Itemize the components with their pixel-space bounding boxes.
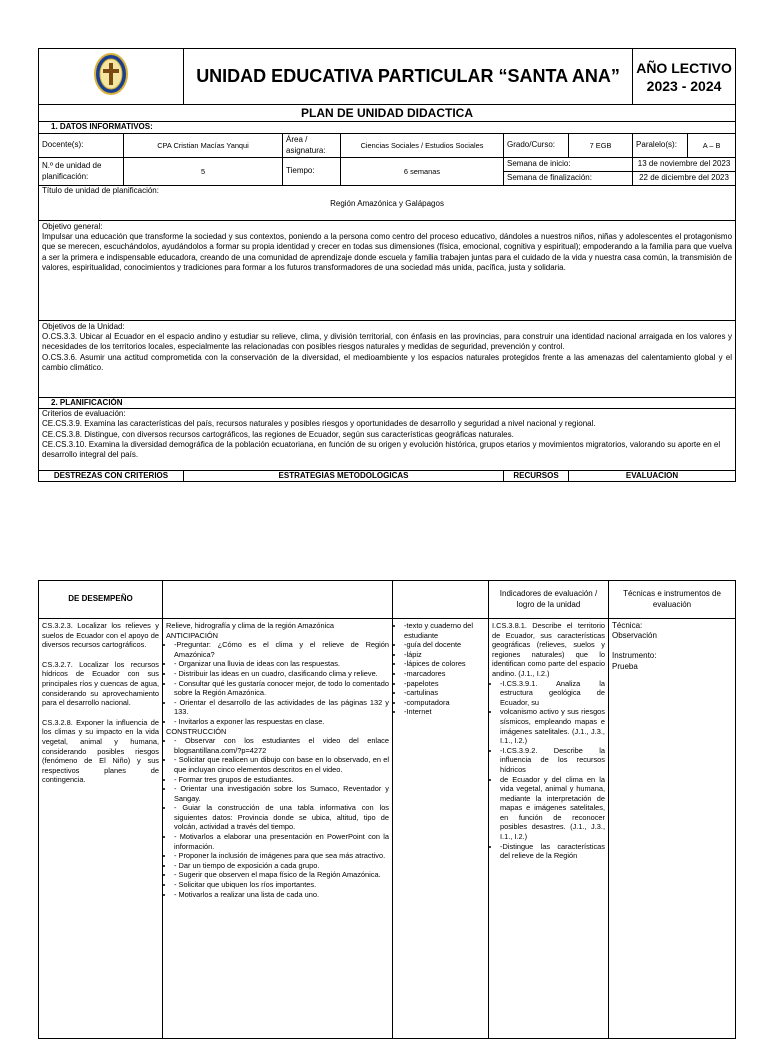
criterios-evaluacion (39, 409, 736, 471)
list-item: • -I.CS.3.9.1. Analiza la estructura geológica de Ecuador, su (500, 679, 605, 708)
titulo-value: Región Amazónica y Galápagos (330, 199, 444, 209)
tecnica-label: Técnica: (612, 621, 643, 630)
destreza-1: CS.3.2.3. Localizar los relieves y suelos de Ecuador con el apoyo de diversos recursos cartográficos. (42, 621, 159, 650)
list-item: • de Ecuador y del clima en la vida vegetal, animal y humana, mediante la interpretación de mapas e imágenes satelitales, en función de reconocer posibles desastres. (J.1., J.3., I.1., I.2.) (500, 775, 605, 842)
indicadores-list (492, 679, 605, 861)
list-item: • -texto y cuaderno del estudiante (404, 621, 485, 640)
school-year (633, 49, 736, 105)
list-item: • - Organizar una lluvia de ideas con las respuestas. (174, 659, 389, 669)
list-item: • - Orientar una investigación sobre los Sumaco, Reventador y Sangay. (174, 784, 389, 803)
construccion-label: CONSTRUCCIÓN (166, 726, 227, 736)
year-label: AÑO LECTIVO (636, 59, 732, 76)
list-item: • - Solicitar que realicen un dibujo con base en lo observado, en el que incluyan cinco elementos descritos en el video. (174, 755, 389, 774)
list-item: • - Proponer la inclusión de imágenes para que sea más atractivo. (174, 851, 389, 861)
col-destrezas: DESTREZAS CON CRITERIOS (39, 471, 184, 482)
list-item: • -computadora (404, 698, 485, 708)
col-recursos: RECURSOS (504, 471, 569, 482)
tiempo-label: Tiempo: (283, 158, 341, 186)
list-item: • - Sugerir que observen el mapa físico de la Región Amazónica. (174, 870, 389, 880)
list-item: • - Motivarlos a realizar una lista de cada uno. (174, 890, 389, 900)
criterio-1: CE.CS.3.9. Examina las características del país, recursos naturales y posibles riesgos y oportunidades de desarrollo y seguridad a nivel nacional y regional. (42, 419, 596, 429)
list-item: • - Motivarlos a elaborar una presentación en PowerPoint con la información. (174, 832, 389, 851)
list-item: • - Distribuir las ideas en un cuadro, clasificando clima y relieve. (174, 669, 389, 679)
list-item: • -lápices de colores (404, 659, 485, 669)
objgen-text: Impulsar una educación que transforme la sociedad y sus contextos, poniendo a la persona como centro del proceso educativo, dándoles a nuestros niños, niñas y adolescentes el protagonismo que se merecen, escuchándolos, ayudándolos a formar su propia identidad y crecer en todas sus dimensiones (física, emocional, cognitiva y espiritual); empoderando a la familia para que vuelva a ser la primera e indispensable educadora, creando de una comunidad de aprendizaje donde escuela y familia trabajen juntas para el cuidado de la vida y nuestra casa común, la transmisión de valores, espiritualidad, conocimientos y tradiciones para formar a los futuros transformadores de una sociedad más unida, pacífica, justa y solidaria. (42, 232, 733, 272)
list-item: • -marcadores (404, 669, 485, 679)
list-item: • - Observar con los estudiantes el video del enlace blogsantillana.com/?p=4272 (174, 736, 389, 755)
anticipacion-label: ANTICIPACIÓN (166, 630, 219, 640)
section-datos: 1. DATOS INFORMATIVOS: (39, 122, 736, 134)
tecnicas-cell (609, 619, 736, 1039)
list-item: • -Internet (404, 707, 485, 717)
school-crest-icon (93, 52, 129, 96)
col-desempeno: DE DESEMPEÑO (39, 581, 163, 619)
area-value: Ciencias Sociales / Estudios Sociales (341, 134, 504, 158)
grado-label: Grado/Curso: (504, 134, 569, 158)
list-item: • volcanismo activo y sus riesgos sísmicos, empleando mapas e imágenes satelitales. (J.1., J.3., I.1., I.2.) (500, 707, 605, 745)
objuni-1: O.CS.3.3. Ubicar al Ecuador en el espacio andino y estudiar su relieve, clima, y división territorial, con énfasis en las provincias, para construir una identidad nacional arraigada en los valores y necesidades de los territorios locales, especialmente las relacionadas con posibles riesgos naturales y medidas de seguridad, prevención y control. (42, 332, 733, 352)
planning-table (38, 580, 736, 1039)
col-estrategias-cont (163, 581, 393, 619)
list-item: • -papelotes (404, 679, 485, 689)
instrumento-label: Instrumento: (612, 651, 657, 661)
logo-cell (39, 49, 184, 105)
objuni-label: Objetivos de la Unidad: (42, 322, 125, 331)
list-item: • -lápiz (404, 650, 485, 660)
school-name: UNIDAD EDUCATIVA PARTICULAR “SANTA ANA” (184, 49, 633, 105)
indicador-intro: I.CS.3.8.1. Describe el territorio de Ecuador, sus características geográficas (relieves, suelos y regiones naturales) que lo identifican como parte del espacio andino. (J.1., I.2.) (492, 621, 605, 678)
destreza-2: CS.3.2.7. Localizar los recursos hídricos de Ecuador con sus principales ríos y cuencas de agua, considerando su aprovechamiento para el desarrollo nacional. (42, 659, 159, 708)
construccion-list (166, 736, 389, 899)
estrategias-title: Relieve, hidrografía y clima de la región Amazónica (166, 621, 335, 630)
objgen-label: Objetivo general: (42, 222, 103, 231)
list-item: • - Consultar qué les gustaría conocer mejor, de todo lo comentado sobre la Región Amazónica. (174, 679, 389, 698)
objuni-2: O.CS.3.6. Asumir una actitud comprometida con la conservación de la diversidad, el medioambiente y los espacios naturales protegidos frente a las amenazas del calentamiento global y el cambio climático. (42, 352, 733, 372)
col-tecnicas: Técnicas e instrumentos de evaluación (609, 581, 736, 619)
col-evaluacion: EVALUACION (569, 471, 736, 482)
list-item: • - Orientar el desarrollo de las actividades de las páginas 132 y 133. (174, 698, 389, 717)
nunidad-value: 5 (124, 158, 283, 186)
docente-value: CPA Cristian Macías Yanqui (124, 134, 283, 158)
tiempo-value: 6 semanas (341, 158, 504, 186)
col-estrategias: ESTRATEGIAS METODOLOGICAS (184, 471, 504, 482)
grado-value: 7 EGB (569, 134, 633, 158)
list-item: • -I.CS.3.9.2. Describe la influencia de los recursos hídricos (500, 746, 605, 775)
titulo-label: Título de unidad de planificación: (42, 186, 159, 195)
list-item: • -Distingue las características del relieve de la Región (500, 842, 605, 861)
nunidad-label: N.º de unidad de planificación: (39, 158, 124, 186)
destrezas-cell (39, 619, 163, 1039)
area-label: Área / asignatura: (283, 134, 341, 158)
objetivo-general (39, 221, 736, 321)
paralelo-value: A – B (688, 134, 736, 158)
destreza-3: CS.3.2.8. Exponer la influencia de los climas y su impacto en la vida vegetal, animal y humana, considerando posibles riesgos (fenómeno de El Niño) y sus respectivos planes de contingencia. (42, 717, 159, 785)
criterio-3: CE.CS.3.10. Examina la diversidad demográfica de la población ecuatoriana, en función de su origen y evolución histórica, grupos etarios y movimientos migratorios, valorando su aporte en el desarrollo integral del país. (42, 439, 721, 460)
list-item: • -Preguntar: ¿Cómo es el clima y el relieve de Región Amazónica? (174, 640, 389, 659)
tecnica-value: Observación (612, 631, 657, 641)
anticipacion-list (166, 640, 389, 726)
year-value: 2023 - 2024 (646, 77, 722, 94)
fin-value: 22 de diciembre del 2023 (633, 172, 736, 186)
instrumento-value: Prueba (612, 661, 638, 671)
list-item: • - Formar tres grupos de estudiantes. (174, 775, 389, 785)
list-item: • - Solicitar que ubiquen los ríos importantes. (174, 880, 389, 890)
objetivos-unidad (39, 321, 736, 398)
header-table (38, 48, 736, 482)
indicadores-cell (489, 619, 609, 1039)
fin-label: Semana de finalización: (504, 172, 633, 186)
docente-label: Docente(s): (39, 134, 124, 158)
paralelo-label: Paralelo(s): (633, 134, 688, 158)
criterio-2: CE.CS.3.8. Distingue, con diversos recursos cartográficos, las regiones de Ecuador, según sus características geográficas naturales. (42, 429, 514, 439)
section-planificacion: 2. PLANIFICACIÓN (39, 398, 736, 409)
list-item: • -guía del docente (404, 640, 485, 650)
list-item: • - Dar un tiempo de exposición a cada grupo. (174, 861, 389, 871)
inicio-label: Semana de inicio: (504, 158, 633, 172)
recursos-list (396, 621, 485, 717)
criterios-label: Criterios de evaluación: (42, 409, 126, 419)
list-item: • - Guiar la construcción de una tabla informativa con los siguientes datos: Provincia donde se ubica, altitud, tipo de volcán, actividad a través del tiempo. (174, 803, 389, 832)
titulo-unidad (39, 186, 736, 221)
col-indicadores: Indicadores de evaluación / logro de la unidad (489, 581, 609, 619)
list-item: • -cartulinas (404, 688, 485, 698)
col-recursos-cont (393, 581, 489, 619)
estrategias-cell (163, 619, 393, 1039)
list-item: • - Invitarlos a exponer las respuestas en clase. (174, 717, 389, 727)
plan-title: PLAN DE UNIDAD DIDACTICA (39, 105, 736, 122)
inicio-value: 13 de noviembre del 2023 (633, 158, 736, 172)
recursos-cell (393, 619, 489, 1039)
